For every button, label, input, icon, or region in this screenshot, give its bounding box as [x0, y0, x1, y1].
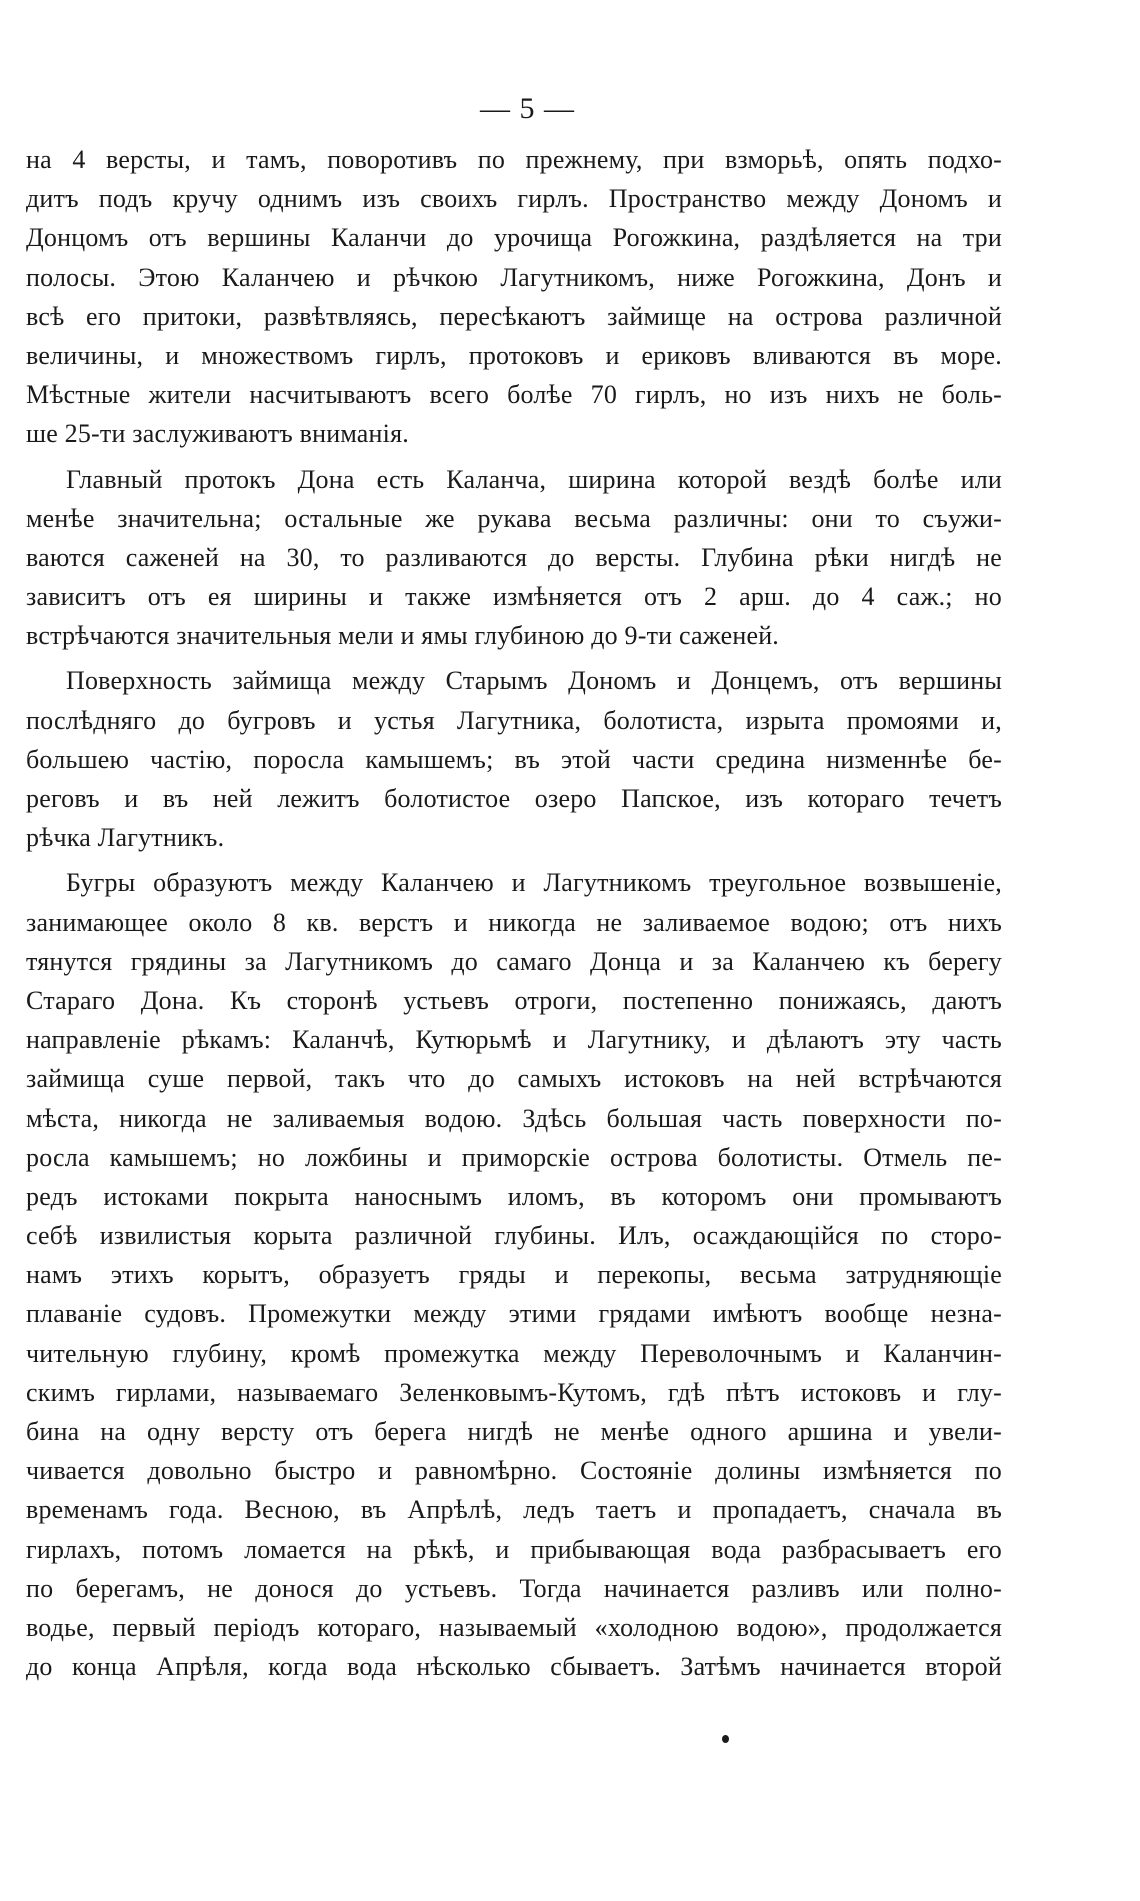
text-line: всѣ его притоки, развѣтвляясь, пересѣкаютъ займище на острова различной	[26, 301, 1002, 331]
text-line: Бугры образуютъ между Каланчею и Лагутникомъ треугольное возвышеніе,	[66, 868, 1002, 898]
ink-speck	[722, 1735, 729, 1743]
text-line: большею частію, поросла камышемъ; въ этой части средина низменнѣе бе-	[26, 744, 1002, 774]
body-text	[26, 140, 1002, 1686]
text-line: Стараго Дона. Къ сторонѣ устьевъ отроги, постепенно понижаясь, даютъ	[26, 985, 1002, 1015]
text-line: ше 25-ти заслуживаютъ вниманія.	[26, 419, 409, 449]
text-line: намъ этихъ корытъ, образуетъ гряды и перекопы, весьма затрудняющіе	[26, 1260, 1002, 1290]
text-line: встрѣчаются значительныя мели и ямы глубиною до 9-ти саженей.	[26, 621, 780, 651]
paragraph-1	[26, 140, 1002, 454]
text-line: реговъ и въ ней лежитъ болотистое озеро Папское, изъ котораго течетъ	[26, 784, 1002, 813]
paragraph-3	[26, 661, 1002, 857]
text-line: мѣста, никогда не заливаемыя водою. Здѣсь большая часть поверхности по-	[26, 1103, 1002, 1133]
text-line: послѣдняго до бугровъ и устья Лагутника, болотиста, изрыта промоями и,	[26, 705, 1002, 735]
text-line: занимающее около 8 кв. верстъ и никогда не заливаемое водою; отъ нихъ	[26, 907, 1002, 937]
text-line: рѣчка Лагутникъ.	[26, 823, 225, 853]
text-line: Донцомъ отъ вершины Каланчи до урочища Рогожкина, раздѣляется на три	[26, 223, 1002, 253]
page-number: — 5 —	[480, 92, 575, 125]
text-line: Главный протокъ Дона есть Каланча, ширина которой вездѣ болѣе или	[66, 464, 1002, 494]
paragraph-4	[26, 863, 1002, 1686]
text-line: плаваніе судовъ. Промежутки между этими грядами имѣютъ вообще незна-	[26, 1299, 1002, 1329]
text-line: дитъ подъ кручу однимъ изъ своихъ гирлъ. Пространство между Дономъ и	[26, 184, 1002, 214]
text-line: себѣ извилистыя корыта различной глубины. Илъ, осаждающійся по сторо-	[26, 1221, 1002, 1251]
text-line: редъ истоками покрыта наноснымъ иломъ, въ которомъ они промываютъ	[26, 1181, 1002, 1211]
text-line: зависитъ отъ ея ширины и также измѣняется отъ 2 арш. до 4 саж.; но	[26, 582, 1002, 612]
text-line: бина на одну версту отъ берега нигдѣ не менѣе одного аршина и увели-	[26, 1417, 1002, 1446]
text-line: величины, и множествомъ гирлъ, протоковъ и ериковъ вливаются въ море.	[26, 340, 1002, 370]
text-line: гирлахъ, потомъ ломается на рѣкѣ, и прибывающая вода разбрасываетъ его	[26, 1534, 1002, 1564]
text-line: росла камышемъ; но ложбины и приморскіе острова болотисты. Отмель пе-	[26, 1142, 1002, 1172]
text-line: до конца Апрѣля, когда вода нѣсколько сбываетъ. Затѣмъ начинается второй	[26, 1652, 1002, 1682]
text-line: Мѣстные жители насчитываютъ всего болѣе 70 гирлъ, но изъ нихъ не боль-	[26, 380, 1002, 410]
text-line: полосы. Этою Каланчею и рѣчкою Лагутникомъ, ниже Рогожкина, Донъ и	[26, 262, 1002, 292]
text-line: Поверхность займища между Старымъ Дономъ и Донцемъ, отъ вершины	[66, 666, 1002, 696]
paragraph-2	[26, 460, 1002, 656]
text-line: водье, первый періодъ котораго, называемый «холодною водою», продолжается	[26, 1612, 1002, 1642]
text-line: ваются саженей на 30, то разливаются до версты. Глубина рѣки нигдѣ не	[26, 542, 1002, 572]
text-line: чивается довольно быстро и равномѣрно. Состояніе долины измѣняется по	[26, 1456, 1002, 1486]
text-line: займища суше первой, такъ что до самыхъ истоковъ на ней встрѣчаются	[26, 1064, 1002, 1094]
text-line: тянутся грядины за Лагутникомъ до самаго Донца и за Каланчею къ берегу	[26, 946, 1002, 976]
text-line: по берегамъ, не донося до устьевъ. Тогда начинается разливъ или полно-	[26, 1573, 1002, 1603]
text-line: скимъ гирлами, называемаго Зеленковымъ-Кутомъ, гдѣ пѣтъ истоковъ и глу-	[26, 1377, 1002, 1407]
text-line: направленіе рѣкамъ: Каланчѣ, Кутюрьмѣ и Лагутнику, и дѣлаютъ эту часть	[26, 1025, 1002, 1055]
text-line: временамъ года. Весною, въ Апрѣлѣ, ледъ таетъ и пропадаетъ, сначала въ	[26, 1495, 1002, 1525]
text-line: чительную глубину, кромѣ промежутка между Переволочнымъ и Каланчин-	[26, 1338, 1002, 1368]
text-line: менѣе значительна; остальные же рукава весьма различны: они то съужи-	[26, 503, 1002, 533]
text-line: на 4 версты, и тамъ, поворотивъ по прежнему, при взморьѣ, опять подхо-	[26, 145, 1002, 174]
